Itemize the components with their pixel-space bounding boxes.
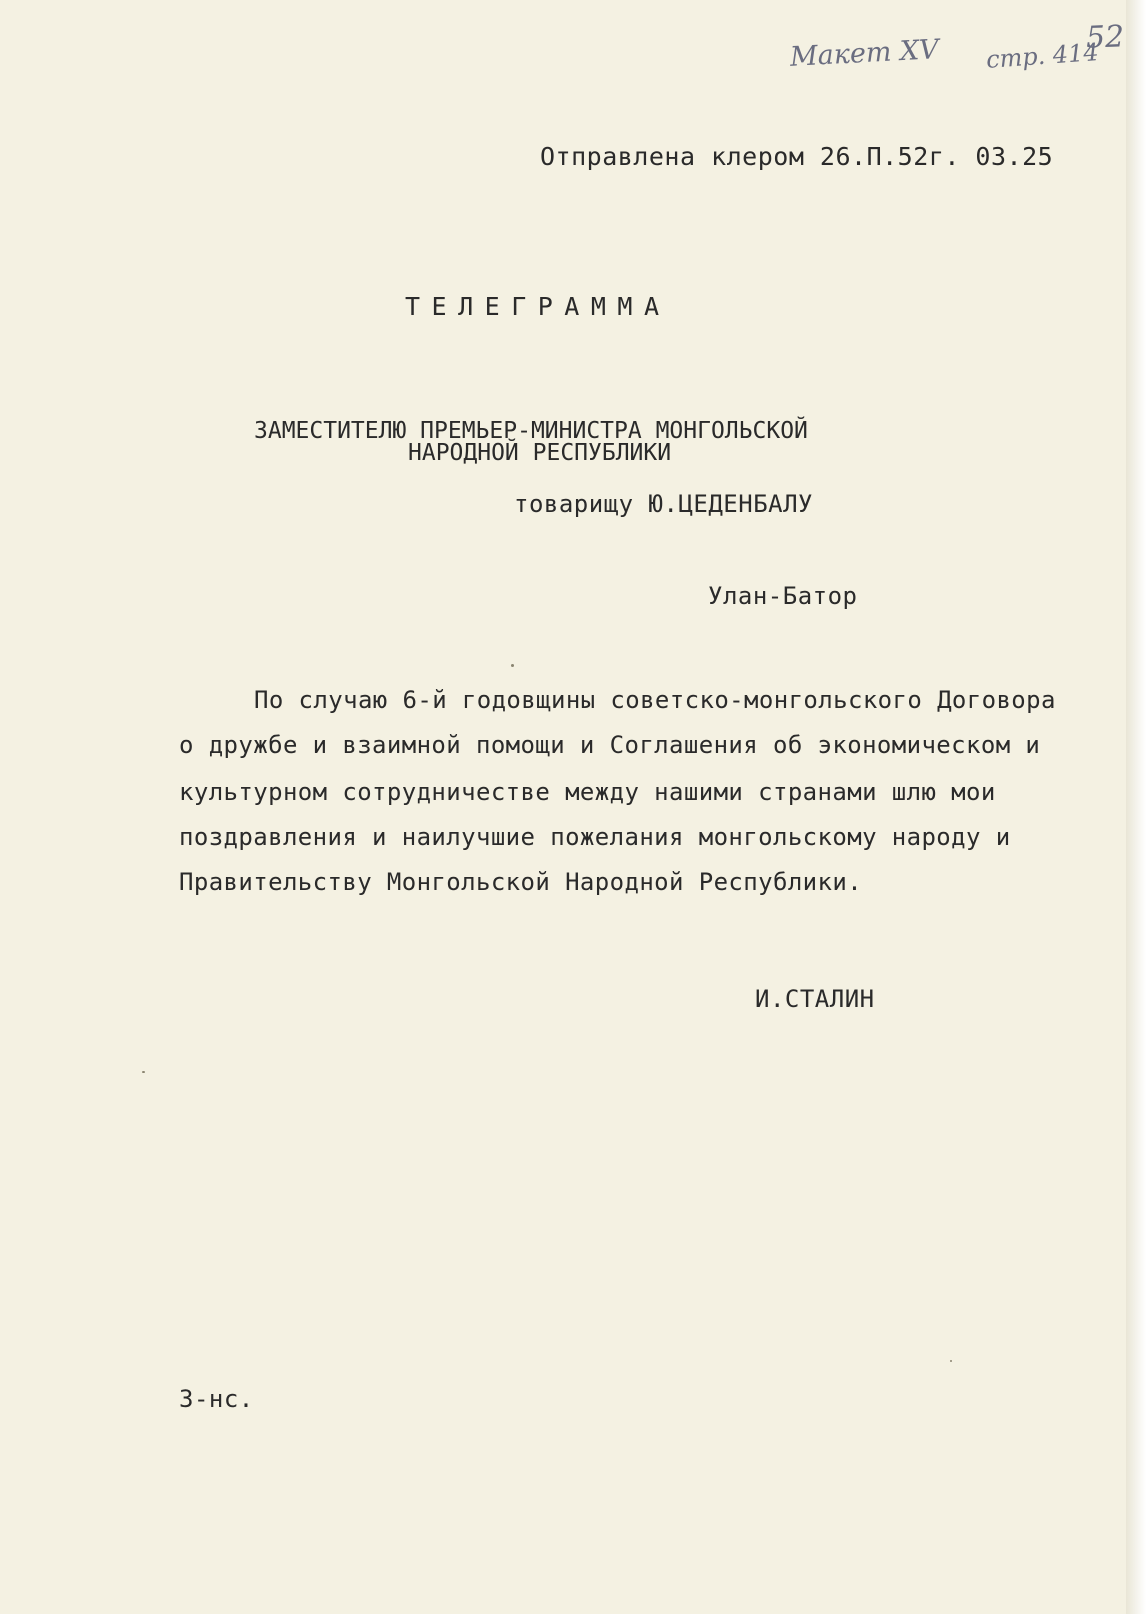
body-line: культурном сотрудничестве между нашими странами шлю мои [179,778,996,806]
handwritten-layout-label: Макет XV [789,34,940,73]
paper-speck [950,1360,952,1362]
recipient-name: товарищу Ю.ЦЕДЕНБАЛУ [514,490,813,518]
body-line: Правительству Монгольской Народной Республики. [179,868,863,896]
paper-speck [511,664,514,667]
scan-edge [1126,0,1146,1614]
addressee-line-1: ЗАМЕСТИТЕЛЮ ПРЕМЬЕР-МИНИСТРА МОНГОЛЬСКОЙ [254,418,808,444]
body-line: о дружбе и взаимной помощи и Соглашения об экономическом и [179,731,1041,759]
body-line: По случаю 6-й годовщины советско-монгольского Договора [254,686,1056,714]
document-title: ТЕЛЕГРАММА [405,292,671,321]
addressee-line-2: НАРОДНОЙ РЕСПУБЛИКИ [408,440,672,466]
typist-reference: З-нс. [179,1385,254,1413]
handwritten-page-ref: стр. 414 [985,38,1100,74]
handwritten-archive-number: 52 [1085,19,1125,56]
signature: И.СТАЛИН [755,985,875,1013]
paper-speck [142,1071,145,1073]
body-line: поздравления и наилучшие пожелания монгольскому народу и [179,823,1011,851]
dispatch-note: Отправлена клером 26.П.52г. 03.25 [540,142,1054,171]
destination-city: Улан-Батор [708,582,858,610]
